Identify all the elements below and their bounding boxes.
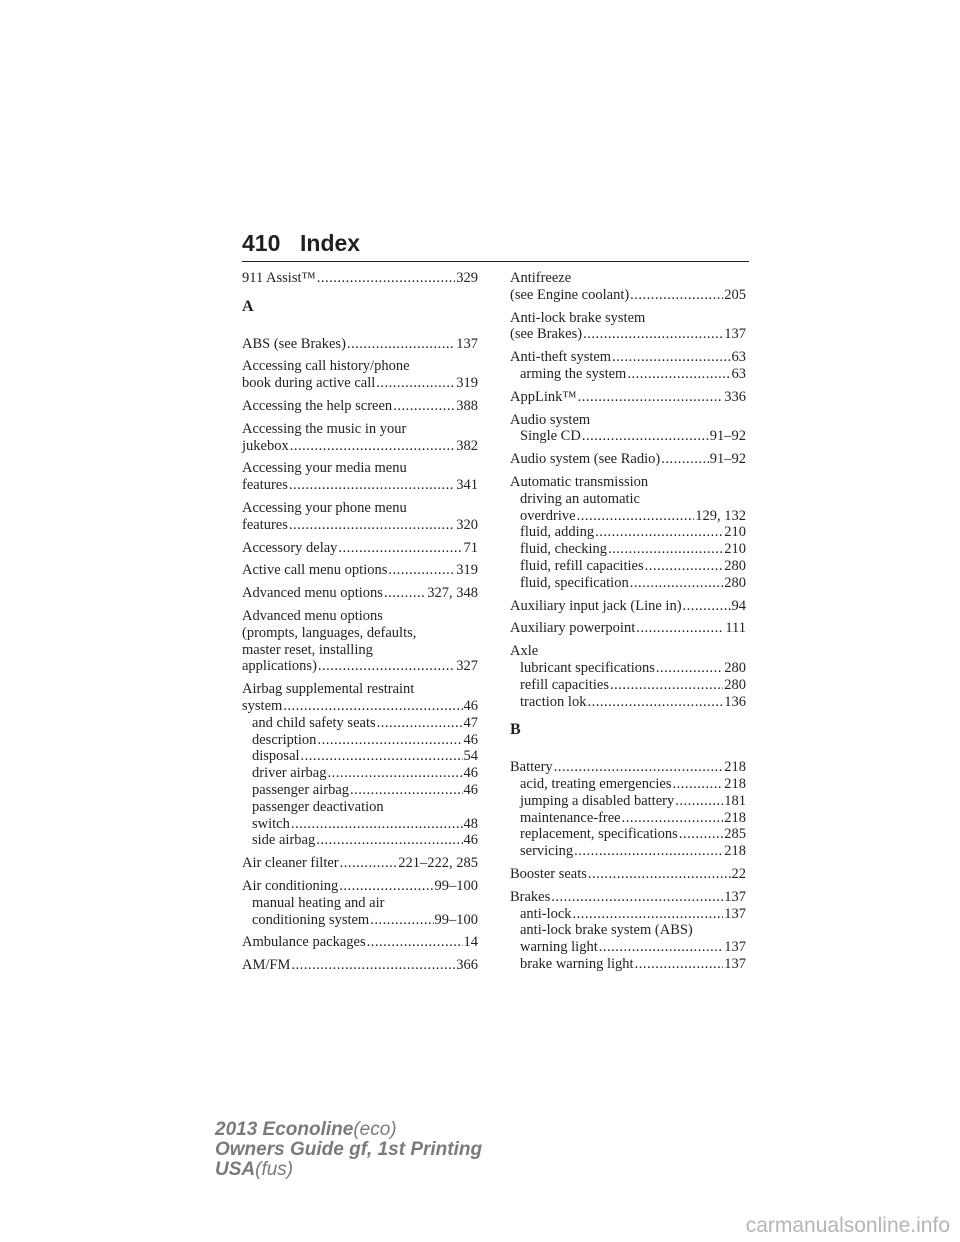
index-term: Anti-theft system [510,349,612,366]
dot-leader [583,326,723,343]
index-term: book during active call [242,375,376,392]
index-entry [242,336,478,353]
index-page-ref: 137 [724,888,746,905]
index-term: lubricant specifications [520,659,655,676]
dot-leader [661,451,709,468]
index-term: side airbag [252,832,316,849]
index-page-ref: 285 [724,826,746,843]
index-term: Accessing your phone menu [242,499,407,516]
index-letter-heading: A [242,297,254,315]
index-page-ref: 91–92 [709,428,746,445]
index-page-ref: 136 [724,693,746,710]
index-entry-line [510,287,746,304]
dot-leader [350,782,462,799]
index-term: overdrive [520,507,576,524]
index-term: Air conditioning [242,877,339,894]
index-term: servicing [520,843,574,860]
dot-leader [595,524,723,541]
index-page-ref: 71 [463,539,478,556]
index-entry [510,889,746,973]
index-term: Air cleaner filter [242,855,339,872]
index-page-ref: 137 [724,905,746,922]
index-entry [510,620,746,637]
index-page-ref: 46 [463,697,478,714]
index-term: features [242,477,288,494]
index-term: Advanced menu options [242,607,383,624]
dot-leader [289,517,455,534]
index-term: switch [252,815,290,832]
index-term: warning light [520,939,598,956]
footer-model: 2013 Econoline [215,1119,354,1140]
index-subentry-line [510,922,746,939]
watermark: carmanualsonline.info [745,1214,950,1237]
index-entry-line [242,375,478,392]
document-footer [215,1120,482,1180]
index-entry [510,643,746,710]
index-subentry-line [510,776,746,793]
dot-leader [367,934,463,951]
index-subentry-line [242,748,478,765]
index-subentry-line [242,912,478,929]
dot-leader [384,585,426,602]
index-term: Airbag supplemental restraint [242,681,415,698]
index-term: Single CD [520,428,581,445]
dot-leader [318,658,455,675]
dot-leader [327,765,462,782]
index-subentry-line [510,660,746,677]
index-entry-line [510,759,746,776]
index-term: refill capacities [520,676,609,693]
index-entry-line [242,562,478,579]
index-term: Audio system (see Radio) [510,451,661,468]
dot-leader [554,759,724,776]
index-subentry-line [242,715,478,732]
index-page-ref: 46 [463,781,478,798]
index-subentry-line [242,816,478,833]
dot-leader [673,776,724,793]
index-page-ref: 137 [456,335,478,352]
index-subentry-line [510,366,746,383]
index-entry-line [242,585,478,602]
index-entry-line [510,310,746,327]
index-term: master reset, installing [242,641,373,658]
index-subentry-line [510,939,746,956]
index-entry [510,451,746,468]
index-letter-heading: B [510,721,521,739]
index-subentry-line [510,793,746,810]
footer-market: USA [215,1159,256,1180]
index-term: acid, treating emergencies [520,775,672,792]
dot-leader [339,878,433,895]
dot-leader [578,389,724,406]
index-entry-line [510,620,746,637]
index-entry-line [242,540,478,557]
dot-leader [587,694,723,711]
index-entry [242,358,478,392]
dot-leader [551,889,723,906]
footer-market-code: (fus) [255,1159,294,1180]
index-entry [510,389,746,406]
index-entry [242,562,478,579]
dot-leader [636,620,724,637]
index-column-left [242,270,478,980]
index-entry-line [242,500,478,517]
dot-leader [627,366,730,383]
dot-leader [599,939,724,956]
index-page-ref: 218 [724,775,746,792]
index-term: maintenance-free [520,809,621,826]
index-entry [510,349,746,383]
index-term: Axle [510,643,539,660]
index-page-ref: 99–100 [434,911,478,928]
index-entry [242,878,478,928]
index-term: driver airbag [252,765,327,782]
index-term: Audio system [510,411,591,428]
index-entry [510,598,746,615]
index-entry [242,681,478,849]
index-entry-line [242,681,478,698]
dot-leader [290,438,456,455]
index-entry [510,474,746,592]
index-page-ref: 218 [724,843,746,860]
index-term: Accessory delay [242,539,338,556]
index-term: Accessing the help screen [242,397,393,414]
page-number: 410 [242,230,281,256]
index-page-ref: 210 [724,524,746,541]
index-subentry-line [510,558,746,575]
index-page-ref: 205 [724,286,746,303]
dot-leader [577,508,695,525]
index-term: Accessing call history/phone [242,358,410,375]
index-entry-line [242,398,478,415]
index-page-ref: 46 [463,832,478,849]
index-term: ABS (see Brakes) [242,335,346,352]
index-entry [242,608,478,675]
index-entry-line [510,866,746,883]
index-term: manual heating and air [252,894,385,911]
dot-leader [317,732,462,749]
index-subentry-line [510,677,746,694]
index-page-ref: 181 [724,792,746,809]
index-subentry-line [510,491,746,508]
index-term: Battery [510,759,553,776]
index-page-ref: 327 [456,658,478,675]
index-page-ref: 129, 132 [695,507,746,524]
index-column-right [510,270,746,979]
index-term: replacement, specifications [520,826,678,843]
index-subentry-line [510,906,746,923]
index-entry-line [510,326,746,343]
index-page-ref: 210 [724,541,746,558]
index-subentry-line [510,541,746,558]
dot-leader [679,826,723,843]
index-subentry-line [510,524,746,541]
index-term: traction lok [520,693,587,710]
index-page-ref: 137 [724,939,746,956]
index-term: Automatic transmission [510,473,649,490]
dot-leader [630,575,724,592]
index-page-ref: 280 [724,659,746,676]
index-subentry-line [242,799,478,816]
page-title: Index [300,230,361,256]
index-term: conditioning system [252,911,370,928]
index-page-ref: 382 [456,437,478,454]
index-term: fluid, refill capacities [520,557,644,574]
dot-leader [656,660,723,677]
dot-leader [289,477,455,494]
index-page-ref: 280 [724,676,746,693]
index-page-ref: 94 [731,597,746,614]
index-page-ref: 319 [456,562,478,579]
index-entry [242,957,478,974]
index-page-ref: 218 [724,809,746,826]
index-entry-line [242,698,478,715]
index-term: arming the system [520,365,627,382]
index-subentry-line [510,694,746,711]
index-subentry-line [242,832,478,849]
index-entry-line [242,270,478,287]
index-term: driving an automatic [520,490,640,507]
index-entry-line [242,642,478,659]
index-entry-line [242,608,478,625]
index-entry [510,759,746,860]
index-entry-line [510,598,746,615]
index-entry-line [242,658,478,675]
index-term: Advanced menu options [242,585,383,602]
index-page-ref: 280 [724,574,746,591]
index-page-ref: 46 [463,731,478,748]
index-entry [242,270,478,287]
index-page-ref: 336 [724,388,746,405]
index-page-ref: 22 [731,865,746,882]
index-subentry-line [510,508,746,525]
index-term: applications) [242,658,317,675]
index-term: Accessing the music in your [242,420,407,437]
dot-leader [338,540,462,557]
dot-leader [630,287,723,304]
index-page-ref: 221–222, 285 [398,855,478,872]
dot-leader [635,956,724,973]
dot-leader [393,398,455,415]
index-term: anti-lock [520,905,572,922]
index-entry-line [242,460,478,477]
index-term: (prompts, languages, defaults, [242,624,417,641]
index-subentry-line [510,428,746,445]
index-entry-line [242,438,478,455]
index-subentry-line [242,782,478,799]
index-entry-line [510,451,746,468]
index-entry-line [242,878,478,895]
index-term: 911 Assist™ [242,270,316,286]
index-term: features [242,516,288,533]
index-entry-line [510,270,746,287]
index-entry-line [510,349,746,366]
index-term: jukebox [242,437,289,454]
index-term: Anti-lock brake system [510,309,646,326]
index-term: fluid, adding [520,524,595,541]
index-term: Auxiliary powerpoint [510,620,636,637]
index-term: jumping a disabled battery [520,792,675,809]
index-entry [242,500,478,534]
index-page-ref: 48 [463,815,478,832]
dot-leader [612,349,730,366]
dot-leader [291,816,463,833]
dot-leader [347,336,455,353]
index-page-ref: 137 [724,326,746,343]
dot-leader [582,428,709,445]
index-entry-line [510,474,746,491]
index-term: brake warning light [520,955,634,972]
index-term: Booster seats [510,865,587,882]
index-page-ref: 46 [463,765,478,782]
index-entry-line [510,412,746,429]
index-term: Ambulance packages [242,934,366,951]
index-subentry-line [242,895,478,912]
index-term: (see Brakes) [510,326,583,343]
index-entry [242,855,478,872]
dot-leader [370,912,433,929]
index-entry-line [242,934,478,951]
index-subentry-line [510,810,746,827]
dot-leader [588,866,731,883]
index-page-ref: 99–100 [434,877,478,894]
index-entry [242,934,478,951]
index-term: description [252,731,317,748]
footer-edition: Owners Guide gf, 1st Printing [215,1139,483,1160]
dot-leader [622,810,724,827]
index-entry [510,310,746,344]
index-entry-line [242,358,478,375]
index-term: anti-lock brake system (ABS) [520,922,693,939]
index-term: Accessing your media menu [242,460,407,477]
index-page-ref: 280 [724,557,746,574]
index-page-ref: 341 [456,477,478,494]
index-page-ref: 91–92 [709,451,746,468]
index-entry-line [510,889,746,906]
dot-leader [376,375,455,392]
dot-leader [574,843,723,860]
dot-leader [573,906,724,923]
dot-leader [388,562,455,579]
index-term: passenger deactivation [252,798,384,815]
index-entry [242,460,478,494]
index-entry [242,398,478,415]
index-page-ref: 327, 348 [427,585,478,602]
index-entry-line [242,421,478,438]
dot-leader [608,541,723,558]
index-page-ref: 329 [456,270,478,286]
dot-leader [317,270,456,287]
index-page-ref: 218 [724,759,746,776]
index-entry-line [242,477,478,494]
index-term: fluid, specification [520,574,629,591]
index-page-ref: 111 [725,620,746,637]
index-term: passenger airbag [252,781,350,798]
index-entry-line [242,517,478,534]
dot-leader [610,677,723,694]
index-subentry-line [510,956,746,973]
index-term: Auxiliary input jack (Line in) [510,597,682,614]
index-page-ref: 319 [456,375,478,392]
index-page-ref: 54 [463,748,478,765]
index-entry [510,866,746,883]
index-subentry-line [242,765,478,782]
index-entry [242,540,478,557]
index-page-ref: 63 [731,365,746,382]
dot-leader [301,748,463,765]
index-entry-line [242,336,478,353]
index-entry [510,412,746,446]
index-page-ref: 63 [731,349,746,366]
dot-leader [283,698,462,715]
index-page-ref: 137 [724,955,746,972]
index-page-ref: 14 [463,934,478,951]
index-term: (see Engine coolant) [510,286,630,303]
index-term: Brakes [510,888,551,905]
index-term: fluid, checking [520,541,607,558]
index-subentry-line [242,732,478,749]
header-rule [242,261,749,262]
index-entry [242,421,478,455]
index-entry-line [510,643,746,660]
index-term: Active call menu options [242,562,388,579]
index-term: disposal [252,748,300,765]
index-page-ref: 366 [456,957,478,974]
dot-leader [683,598,731,615]
index-entry-line [242,855,478,872]
footer-model-code: (eco) [353,1119,397,1140]
dot-leader [291,957,455,974]
index-term: AM/FM [242,957,291,974]
index-page-ref: 388 [456,397,478,414]
index-entry-line [242,957,478,974]
index-entry [242,585,478,602]
dot-leader [340,855,398,872]
index-page-ref: 47 [463,714,478,731]
dot-leader [316,832,462,849]
dot-leader [675,793,723,810]
index-subentry-line [510,575,746,592]
index-term: AppLink™ [510,388,577,405]
index-term: system [242,697,283,714]
index-subentry-line [510,843,746,860]
index-subentry-line [510,826,746,843]
dot-leader [377,715,463,732]
index-entry-line [510,389,746,406]
index-entry-line [242,625,478,642]
index-term: Antifreeze [510,270,572,286]
index-page-ref: 320 [456,516,478,533]
index-term: and child safety seats [252,714,376,731]
dot-leader [645,558,724,575]
index-entry [510,270,746,304]
